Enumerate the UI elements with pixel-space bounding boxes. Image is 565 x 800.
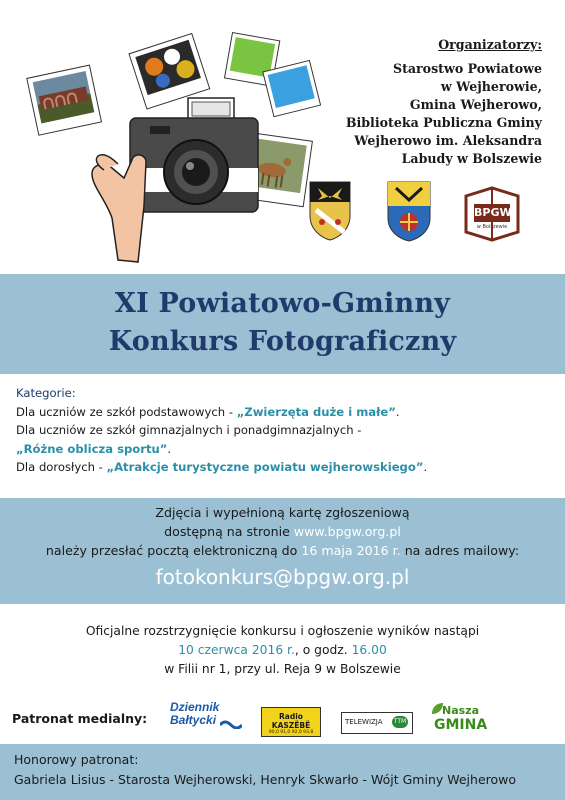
email-link[interactable]: fotokonkurs@bpgw.org.pl (155, 565, 410, 589)
organizer-line: w Wejherowie, (440, 79, 542, 94)
category-item (16, 458, 556, 477)
radio-kaszebe-logo (261, 707, 321, 737)
media-patrons-label: Patronat medialny: (12, 711, 148, 726)
submission-band (0, 498, 565, 604)
bpgw-subtext: w Bolszewie (476, 224, 508, 230)
honorary-band (0, 744, 565, 800)
results-line1: Oficjalne rozstrzygnięcie konkursu i ogłoszenie wyników nastąpi (85, 624, 480, 638)
radio-name: Radio KASZËBË (271, 712, 311, 730)
radio-frequencies: 90,0 91,0 92,0 93,8 (268, 730, 314, 735)
honorary-names: Gabriela Lisius - Starosta Wejherowski, Henryk Skwarło - Wójt Gminy Wejherowo (14, 772, 517, 787)
results-time-prefix: , o godz. (294, 643, 352, 657)
contest-title-line1: XI Powiatowo-Gminny (114, 288, 451, 319)
organizer-line: Wejherowo im. Aleksandra (354, 133, 542, 148)
dziennik-text1: Dziennik (170, 700, 220, 714)
submission-line3 (0, 542, 565, 560)
submission-line3-text: należy przesłać pocztą elektroniczną do (45, 543, 302, 558)
wejherowo-county-crest (308, 180, 352, 242)
results-line3: w Filii nr 1, przy ul. Reja 9 w Bolszewie (164, 662, 401, 676)
dziennik-text2: Bałtycki (170, 713, 217, 727)
category-item (16, 403, 556, 422)
results-line2 (0, 641, 565, 660)
organizer-line: Biblioteka Publiczna Gminy (345, 115, 542, 130)
camera-illustration (0, 0, 330, 265)
contest-title-line2: Konkurs Fotograficzny (108, 326, 457, 357)
camera-body (130, 118, 258, 212)
category-audience: Dla uczniów ze szkół gimnazjalnych i ponadgimnazjalnych - (16, 423, 362, 437)
deadline: 16 maja 2016 r. (301, 543, 401, 558)
tv-ttm-logo (341, 712, 413, 734)
categories (16, 384, 556, 477)
submission-line2-text: dostępną na stronie (164, 524, 294, 539)
wave-icon (220, 719, 242, 729)
wejherowo-gmina-crest (386, 180, 432, 242)
category-suffix: . (423, 460, 428, 474)
nasza-gmina-logo (430, 702, 488, 736)
bpgw-text: BPGW (474, 206, 512, 219)
categories-heading: Kategorie: (16, 386, 76, 400)
category-suffix: . (395, 404, 400, 419)
category-audience: Dla uczniów ze szkół podstawowych - (16, 404, 237, 419)
category-suffix: . (167, 441, 172, 456)
gmina-text: GMINA (434, 717, 488, 733)
title-band (0, 274, 565, 374)
results-time: 16.00 (351, 643, 387, 657)
tv-ttm: TTM (392, 716, 408, 728)
camera-flash (188, 98, 234, 120)
dziennik-baltycki-logo (170, 701, 242, 737)
organizers-title: Organizatorzy: (438, 37, 542, 52)
submission-line2 (0, 523, 565, 541)
organizer-line: Gmina Wejherowo, (409, 97, 542, 112)
category-theme: „Zwierzęta duże i małe” (236, 404, 396, 419)
tv-label: TELEWIZJA (345, 718, 383, 726)
nasza-text: Nasza (442, 704, 480, 717)
organizers (330, 36, 542, 168)
organizer-line: Starostwo Powiatowe (392, 61, 542, 76)
website-link[interactable]: www.bpgw.org.pl (293, 524, 401, 539)
honorary-label: Honorowy patronat: (14, 752, 139, 767)
hand (92, 155, 146, 262)
category-theme: „Atrakcje turystyczne powiatu wejherowskiego” (106, 460, 424, 474)
category-item (16, 421, 556, 458)
organizer-line: Labudy w Bolszewie (401, 151, 542, 166)
results-announcement (0, 622, 565, 679)
results-date: 10 czerwca 2016 r. (178, 643, 295, 657)
submission-line3-suffix: na adres mailowy: (400, 543, 520, 558)
category-audience: Dla dorosłych - (16, 460, 107, 474)
category-theme: „Różne oblicza sportu” (16, 441, 168, 456)
submission-line1: Zdjęcia i wypełnioną kartę zgłoszeniową (155, 505, 410, 520)
photo-viaduct (27, 65, 102, 135)
bpgw-logo (462, 182, 522, 242)
